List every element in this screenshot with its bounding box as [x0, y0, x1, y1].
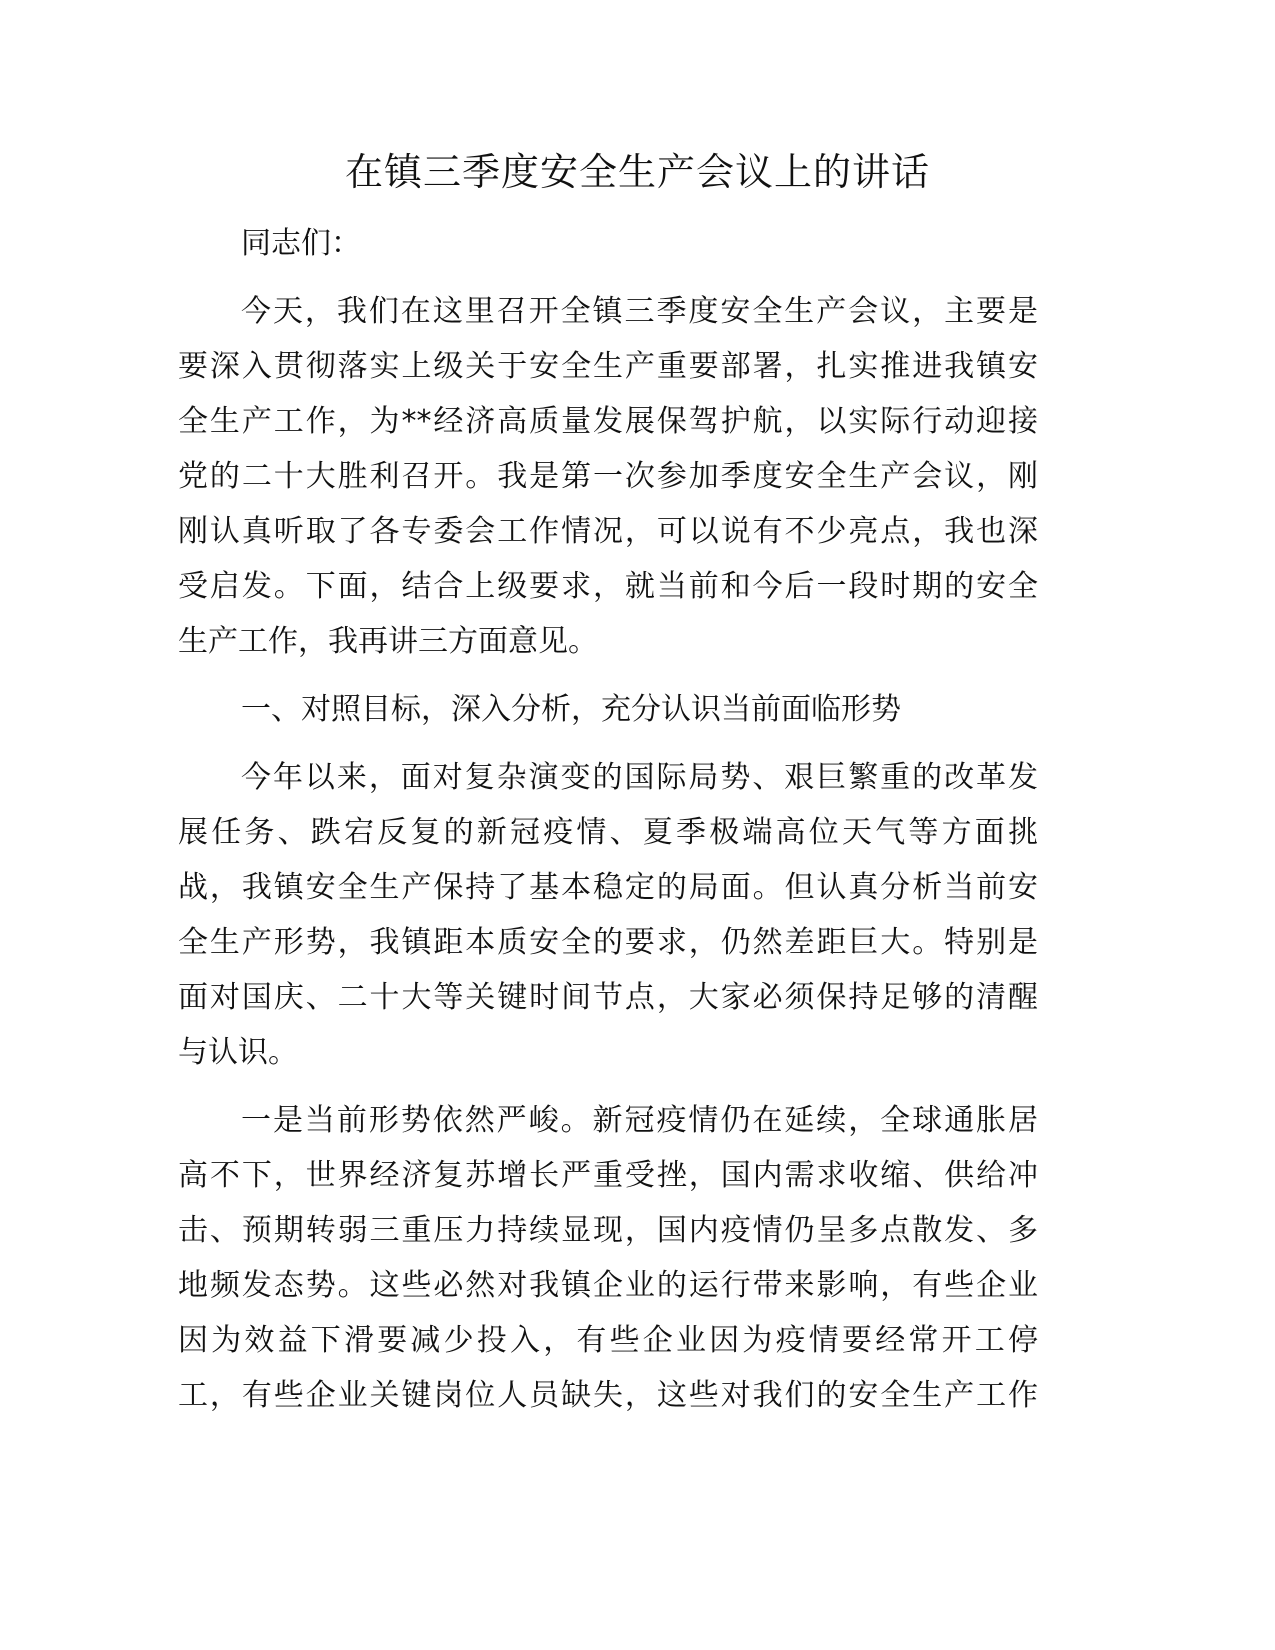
paragraph: [178, 750, 1038, 1080]
text-line: 战，我镇安全生产保持了基本稳定的局面。但认真分析当前安: [178, 870, 1038, 905]
document-body: [178, 216, 1038, 1436]
text-line: 展任务、跌宕反复的新冠疫情、夏季极端高位天气等方面挑: [178, 815, 1038, 850]
text-line: 面对国庆、二十大等关键时间节点，大家必须保持足够的清醒: [178, 980, 1038, 1015]
text-line: 今天，我们在这里召开全镇三季度安全生产会议，主要是: [241, 294, 1038, 329]
text-line: 受启发。下面，结合上级要求，就当前和今后一段时期的安全: [178, 569, 1038, 604]
paragraph: [178, 1093, 1038, 1423]
text-line: 高不下，世界经济复苏增长严重受挫，国内需求收缩、供给冲: [178, 1158, 1038, 1193]
text-line: 全生产形势，我镇距本质安全的要求，仍然差距巨大。特别是: [178, 925, 1038, 960]
text-line: 全生产工作，为**经济高质量发展保驾护航，以实际行动迎接: [178, 404, 1038, 439]
text-line: 击、预期转弱三重压力持续显现，国内疫情仍呈多点散发、多: [178, 1213, 1038, 1248]
document-title: 在镇三季度安全生产会议上的讲话: [344, 150, 930, 194]
paragraph: [178, 216, 1038, 271]
text-line: 要深入贯彻落实上级关于安全生产重要部署，扎实推进我镇安: [178, 349, 1038, 384]
paragraph: [178, 682, 1038, 737]
text-line: 工，有些企业关键岗位人员缺失，这些对我们的安全生产工作: [178, 1378, 1038, 1413]
text-line: 与认识。: [178, 1035, 298, 1070]
text-line: 地频发态势。这些必然对我镇企业的运行带来影响，有些企业: [178, 1268, 1038, 1303]
text-line: 生产工作，我再讲三方面意见。: [178, 624, 598, 659]
text-line: 党的二十大胜利召开。我是第一次参加季度安全生产会议，刚: [178, 459, 1038, 494]
text-line: 因为效益下滑要减少投入，有些企业因为疫情要经常开工停: [178, 1323, 1038, 1358]
text-line: 一是当前形势依然严峻。新冠疫情仍在延续，全球通胀居: [241, 1103, 1038, 1138]
text-line: 同志们：: [241, 226, 361, 261]
text-line: 今年以来，面对复杂演变的国际局势、艰巨繁重的改革发: [241, 760, 1038, 795]
text-line: 一、对照目标，深入分析，充分认识当前面临形势: [241, 692, 901, 727]
paragraph: [178, 284, 1038, 669]
text-line: 刚认真听取了各专委会工作情况，可以说有不少亮点，我也深: [178, 514, 1038, 549]
